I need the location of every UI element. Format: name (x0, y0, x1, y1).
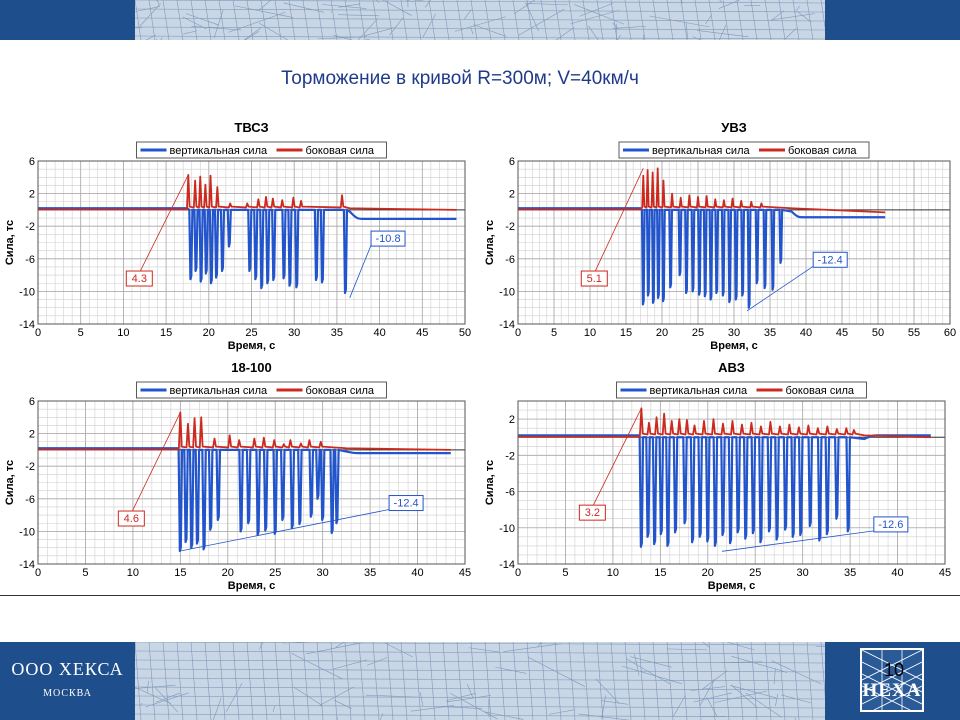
x-tick-label: 50 (871, 327, 885, 339)
chart-title: УВЗ (721, 120, 747, 135)
chart-title: 18-100 (231, 360, 272, 375)
company-city: МОСКВА (43, 688, 92, 699)
mesh-graphic-bottom (135, 642, 825, 720)
x-tick-label: 20 (221, 567, 234, 579)
annotation-vertical-min: -12.4 (393, 497, 419, 510)
legend-label-lateral: боковая сила (788, 145, 857, 157)
x-tick-label: 20 (202, 327, 215, 339)
x-tick-label: 40 (891, 567, 904, 579)
x-tick-label: 45 (458, 567, 472, 579)
legend-label-vertical: вертикальная сила (169, 385, 268, 397)
grid (38, 401, 465, 564)
x-tick-label: 10 (606, 567, 620, 579)
page-number: 10 (884, 660, 905, 680)
y-tick-label: -10 (19, 526, 35, 539)
x-tick-label: 45 (938, 567, 952, 579)
y-tick-label: -14 (19, 559, 35, 571)
x-tick-label: 30 (727, 327, 741, 339)
y-tick-label: -10 (499, 522, 515, 535)
hexa-logo-text: HEXA (862, 680, 922, 701)
y-tick-label: 6 (28, 156, 35, 168)
bottom-banner (0, 642, 960, 720)
divider-line (0, 595, 960, 596)
y-tick-label: 2 (28, 428, 35, 441)
chart-tvsz (0, 112, 480, 352)
x-tick-label: 55 (907, 327, 921, 339)
x-tick-label: 20 (701, 567, 714, 579)
y-tick-label: -10 (499, 286, 515, 299)
chart-panel-avz (480, 352, 960, 596)
x-tick-label: 0 (34, 567, 42, 579)
y-tick-label: 2 (508, 188, 515, 201)
legend-label-lateral: боковая сила (305, 145, 375, 157)
y-axis-label: Сила, тс (484, 219, 496, 266)
x-axis-label: Время, с (227, 580, 276, 592)
chart-avz (480, 352, 960, 596)
x-tick-label: 45 (416, 327, 429, 339)
y-tick-label: -2 (25, 221, 35, 234)
x-axis-label: Время, с (227, 340, 276, 352)
x-tick-label: 40 (411, 567, 424, 579)
x-tick-label: 40 (799, 327, 813, 339)
y-tick-label: -14 (19, 319, 35, 331)
top-banner (0, 0, 960, 40)
y-tick-label: -2 (25, 461, 35, 474)
x-tick-label: 30 (288, 327, 301, 339)
x-tick-label: 5 (550, 327, 558, 339)
x-tick-label: 25 (749, 567, 762, 579)
chart-title: ТВСЗ (234, 120, 269, 135)
x-tick-label: 60 (943, 327, 957, 339)
y-tick-label: -6 (25, 493, 35, 506)
x-tick-label: 0 (514, 327, 522, 339)
x-axis-label: Время, с (710, 340, 758, 352)
x-tick-label: 25 (269, 567, 282, 579)
y-tick-label: -2 (505, 221, 515, 234)
x-tick-label: 0 (34, 327, 42, 339)
x-tick-label: 10 (583, 327, 597, 339)
chart-panel-tvsz (0, 112, 480, 352)
y-tick-label: -6 (505, 253, 515, 266)
legend-label-lateral: боковая сила (305, 385, 375, 397)
x-tick-label: 30 (316, 567, 329, 579)
company-name: ООО ХЕКСА (11, 659, 124, 679)
chart-panel-uvz (480, 112, 960, 352)
legend-label-vertical: вертикальная сила (169, 145, 268, 157)
slide-title: Торможение в кривой R=300м; V=40км/ч (281, 68, 639, 89)
x-tick-label: 20 (655, 327, 669, 339)
y-tick-label: 6 (28, 396, 35, 408)
mesh-graphic-bottom-svg (135, 642, 825, 720)
y-tick-label: -14 (499, 319, 515, 331)
chart-panel-18-100 (0, 352, 480, 596)
x-tick-label: 35 (763, 327, 777, 339)
x-tick-label: 25 (245, 327, 258, 339)
y-axis-label: Сила, тс (4, 459, 16, 506)
x-tick-label: 0 (514, 567, 522, 579)
legend-label-lateral: боковая сила (785, 385, 855, 397)
legend-label-vertical: вертикальная сила (652, 145, 750, 157)
annotation-lateral-max: 5.1 (586, 273, 602, 286)
x-tick-label: 30 (796, 567, 809, 579)
y-tick-label: -6 (505, 486, 515, 499)
x-tick-label: 35 (843, 567, 857, 579)
x-tick-label: 40 (373, 327, 386, 339)
x-tick-label: 45 (835, 327, 849, 339)
x-tick-label: 35 (363, 567, 377, 579)
chart-uvz (480, 112, 960, 352)
y-tick-label: -6 (25, 253, 35, 266)
chart-title: АВЗ (718, 360, 745, 375)
x-axis-label: Время, с (707, 580, 756, 592)
annotation-lateral-max: 4.3 (131, 273, 147, 286)
y-tick-label: 2 (508, 414, 515, 427)
x-tick-label: 15 (174, 567, 187, 579)
y-axis-label: Сила, тс (484, 459, 496, 506)
x-tick-label: 15 (159, 327, 173, 339)
y-tick-label: 6 (508, 156, 515, 168)
y-axis-label: Сила, тс (4, 219, 16, 266)
x-tick-label: 15 (654, 567, 667, 579)
y-tick-label: -2 (505, 450, 515, 463)
y-tick-label: -10 (19, 286, 35, 299)
annotation-vertical-min: -12.4 (817, 254, 843, 267)
x-tick-label: 5 (82, 567, 89, 579)
y-tick-label: -14 (499, 559, 515, 571)
x-tick-label: 25 (691, 327, 705, 339)
x-tick-label: 50 (458, 327, 472, 339)
mesh-graphic (135, 0, 825, 40)
annotation-lateral-max: 4.6 (123, 513, 139, 526)
annotation-vertical-min: -12.6 (878, 518, 904, 531)
x-tick-label: 10 (126, 567, 140, 579)
annotation-lateral-max: 3.2 (584, 507, 601, 520)
chart-18-100 (0, 352, 480, 596)
x-tick-label: 5 (77, 327, 84, 339)
x-tick-label: 10 (117, 327, 130, 339)
x-tick-label: 35 (330, 327, 344, 339)
y-tick-label: 2 (28, 188, 35, 201)
x-tick-label: 5 (562, 567, 569, 579)
annotation-vertical-min: -10.8 (375, 233, 401, 246)
mesh-graphic-svg (135, 0, 825, 40)
legend-label-vertical: вертикальная сила (649, 385, 748, 397)
x-tick-label: 15 (619, 327, 633, 339)
